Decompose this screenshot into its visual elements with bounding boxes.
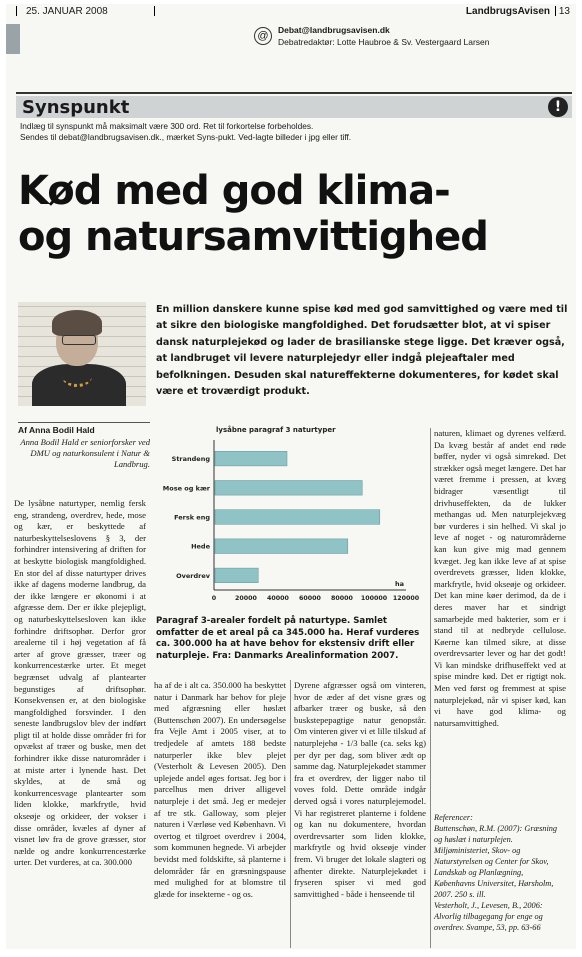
article-headline [18, 168, 574, 260]
headline-line-2: og natursamvittighed [18, 214, 488, 260]
side-tab [6, 24, 20, 54]
bar-overdrev [215, 568, 258, 583]
synspunkt-box [16, 92, 572, 152]
synspunkt-bar [16, 96, 572, 118]
x-tick-label: 120000 [392, 595, 420, 602]
headline-line-1: Kød med god klima- [18, 168, 450, 214]
debate-editors: Debatredaktør: Lotte Haubroe & Sv. Vestergaard Larsen [278, 37, 490, 47]
author-name: Af Anna Bodil Hald [18, 425, 95, 435]
area-bar-chart [156, 422, 426, 612]
x-tick-label: 80000 [331, 595, 353, 602]
page-header [6, 4, 576, 20]
header-divider [555, 6, 556, 16]
article-lead: En million danskere kunne spise kød med god samvittighed og være med til at sikre den biologiske mangfoldighed. Det forudsætter blot, at vi spiser dansk naturplejekød og lader de brasilianske stege ligge. Det kræver også, at landbruget vil levere naturplejedyr eller indgå plejeaftaler med befolkningen. Desuden skal natureffekterne dokumenteres, for kødet skal være et troværdigt produkt. [156, 304, 568, 398]
category-label: Fersk eng [174, 513, 210, 522]
issue-date: 25. JANUAR 2008 [26, 6, 108, 17]
reference-1: Buttenschøn, R.M. (2007): Græsning og høslæt i naturplejen. Miljøministeriet, Skov- og Naturstyrelsen og Center for Skov, Landskab og Planlægning, Københavns Universitet, Hørsholm, 2007. 250 s. ill. [434, 824, 558, 899]
newspaper-brand: LandbrugsAvisen [465, 6, 550, 17]
category-label: Mose og kær [162, 484, 210, 493]
submission-info [20, 121, 351, 143]
submission-address: Sendes til debat@landbrugsavisen.dk., mærket Syns-pukt. Ved-lagte billeder i jpg eller tiff. [20, 132, 352, 142]
bar-mose-og-kær [215, 481, 362, 496]
category-label: Strandeng [171, 455, 210, 464]
column-divider [290, 680, 291, 948]
x-axis-unit: ha [394, 580, 404, 588]
references-title: Referencer: [434, 813, 473, 822]
references [434, 812, 566, 933]
author-description: Anna Bodil Hald er seniorforsker ved DMU og naturkonsulent i Natur & Landbrug. [20, 437, 150, 469]
debate-contact [254, 24, 574, 52]
chart-title: lysåbne paragraf 3 naturtyper [216, 426, 336, 434]
byline [18, 422, 150, 470]
reference-2: Vesterholt, J., Levesen, B., 2006: Alvorlig tilbagegang for enge og overdrev. Svampe, 53, pp. 63-66 [434, 901, 543, 932]
header-divider [16, 6, 17, 16]
exclamation-icon: ! [548, 97, 568, 117]
author-photo [18, 302, 146, 406]
page-number: 13 [558, 6, 570, 17]
article-column-3: Dyrene afgræsser også om vinteren, hvor de æder af det visne græs og afbarker træer og buske, så den buskstepepagtige natur genopstår. Om vinteren giver vi et lille tilskud af naturplejehø - 1/3 balle (ca. seks kg) per dyr per dag, som bliver ædt op samme dag. Naturplejekødet stammer fra et overdrev, der ligger nabo til voves fold. Dette område indgår derved også i vores naturplejemodel. Vi har registreret planterne i foldene og kan nu dokumentere, hvordan overdrevsarter som liden klokke, markfrytle og hvid okseøje vinder frem. Vi bruger det lokale slagteri og afhenter direkte. Naturplejekødet i fryseren spiser vi med god samvittighed - både i henseende til [294, 680, 426, 899]
bar-fersk-eng [215, 510, 380, 525]
x-tick-label: 100000 [360, 595, 388, 602]
bar-strandeng [215, 451, 287, 466]
submission-rule: Indlæg til synspunkt må maksimalt være 300 ord. Ret til forkortelse forbeholdes. [20, 121, 314, 131]
x-tick-label: 40000 [267, 595, 289, 602]
bar-hede [215, 539, 348, 554]
section-title: Synspunkt [22, 97, 130, 118]
article-column-4: naturen, klimaet og dyrenes velfærd. Da kvæg består af andet end røde bøffer, nyder vi også simrekød. Det strækker også meget længere. Det har været fremme i pressen, at kvæg bidrager væsentligt til drivhuseffekten, da de lukker methangas ud. Men naturplejekvæg bør vurderes i sin helhed. Vi skal jo leve af noget - og naturområderne kan kun give mig mad gennem kvæget. Jeg kan ikke leve af at spise overdrevets græsser, liden klokke, markfrytle, hvid okseøje og orkideer. Det kan mine køer derimod, da de i deres maver har et sindrigt samarbejde med bakterier, som er i stand til at nedbryde cellulose. Køerne kan tilmed sikre, at disse overdrevsarter lever og har det godt! Vi kan mindske drifhuseffekt ved at spise mindre kød. Det er rigtigt nok. Men ved først og fremmest at spise naturplejekød, når vi spiser kød, kan vi have god klima- og natursamvittighed. [434, 428, 566, 728]
debate-email[interactable]: Debat@landbrugsavisen.dk [278, 25, 390, 35]
x-tick-label: 20000 [235, 595, 257, 602]
category-label: Overdrev [176, 571, 210, 580]
article-column-2: ha af de i alt ca. 350.000 ha beskyttet natur i Danmark har behov for pleje med afgræsning eller høslæt (Buttenschøn 2007). En undersøgelse fra Vejle Amt i 2005 viser, at to tredjedele af amtets 188 bedste naturperler ikke blev plejet (Vesterholt & Levesen 2005). Den uplejede andel øges fortsat. Jeg bor i parcelhus men driver alligevel naturpleje i det små. Jeg er medejer af tre stk. Galloway, som plejer naturen i Værløse ved København. Vi overtog et tilgroet overdrev i 2004, som kommunen hegnede. Vi arbejder bevidst med foldskifte, så planterne i delområder får en græsningspause med mulighed for at blomstre til glæde for insekterne - og os. [154, 680, 286, 899]
x-tick-label: 0 [211, 595, 217, 602]
newspaper-page [6, 4, 576, 949]
at-sign-icon: @ [254, 27, 272, 45]
column-divider [430, 428, 431, 948]
article-column-1: De lysåbne naturtyper, nemlig fersk eng, strandeng, overdrev, hede, mose og kær, er beskyttede af naturbeskyttelseslovens § 3, der forhindrer intensivering af driften for at beskytte biologisk mangfoldighed. En stor del af disse naturtyper drives ikke af dagens moderne landbrug, da der ikke længere er økonomi i at afgræsse dem. Der er ikke plejepligt, og naturbeskyttelsesloven kan ikke forhindre driftsophør. Derfor gror arealerne til i høj vegetation af få arter af grove græsser, træer og konkurrencestærke urter. Et meget begrænset udvalg af plantearter begunstiges af driftsophør. Konsekvensen er, at den biologiske mangfoldighed forsvinder. I den seneste landbrugslov blev der indført pligt til at holde disse områder fri for opvækst af træer og buske, men det forhindrer ikke disse naturområder i at miste arter i lynende hast. Det skyldes, at de små og konkurrencesvage plantearter som liden klokke, markfrytle, hvid okseøje og orkideer, der vokser i disse områder, kvæles af dyner af visnet løv fra de grove græsser, stor nælde og andre konkurrencestærke urter. Det vurderes, at ca. 300.000 [14, 498, 146, 868]
chart-caption: Paragraf 3-arealer fordelt på naturtype. Samlet omfatter de et areal på ca 345.000 ha. Heraf vurderes ca. 300.000 ha at have behov for ekstensiv drift eller naturpleje. Fra: Danmarks Arealinformation 2007. [156, 616, 420, 661]
x-tick-label: 60000 [299, 595, 321, 602]
header-divider [154, 6, 155, 16]
category-label: Hede [191, 542, 210, 551]
